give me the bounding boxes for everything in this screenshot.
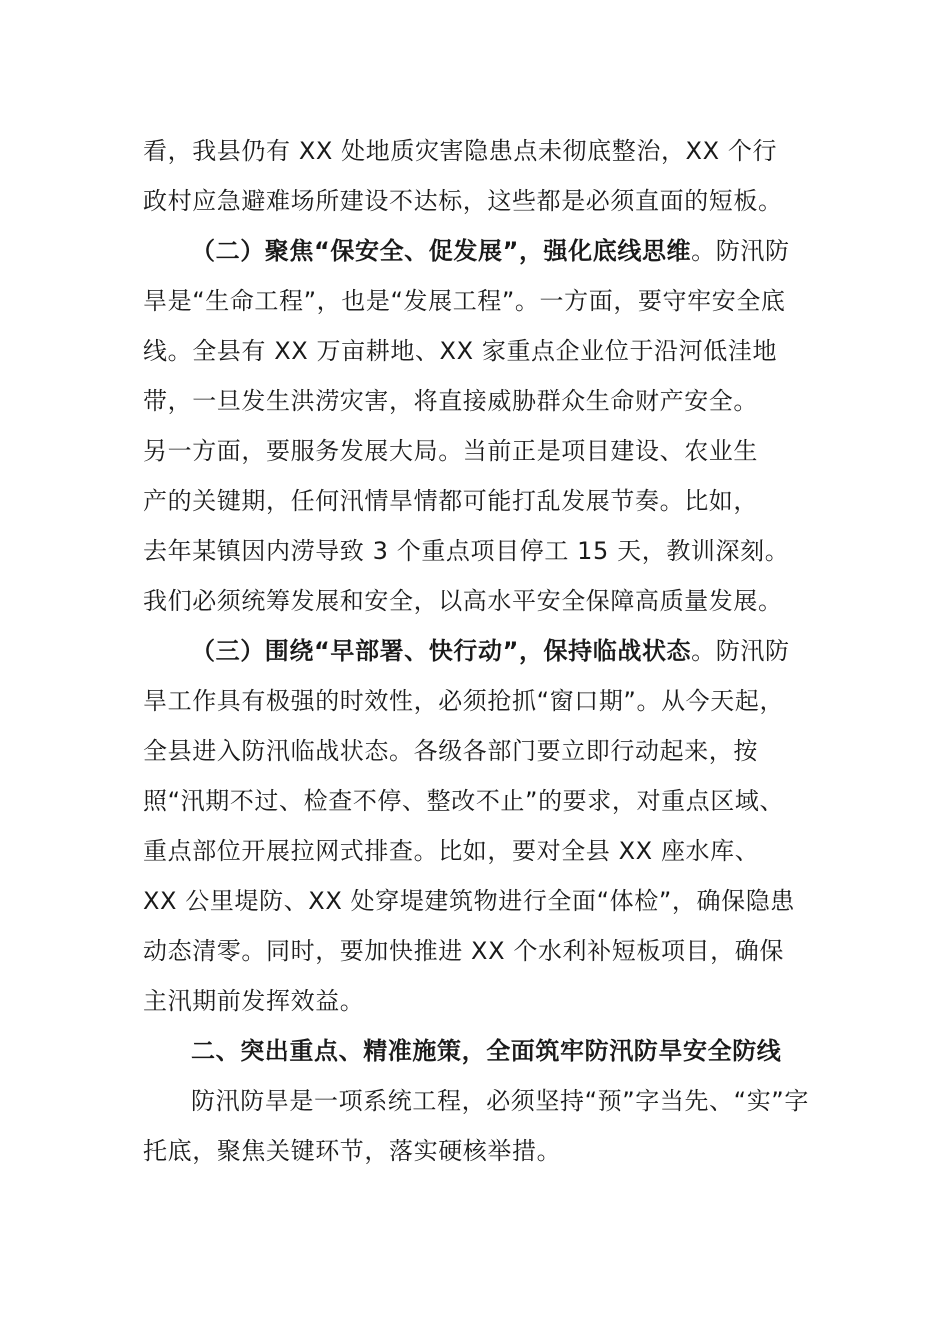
body-line: 产的关键期，任何汛情旱情都可能打乱发展节奏。比如， [143,487,758,515]
body-line: 另一方面，要服务发展大局。当前正是项目建设、农业生 [143,437,758,465]
document-body [143,126,813,1176]
body-line: 线。全县有 XX 万亩耕地、XX 家重点企业位于沿河低洼地 [143,337,778,365]
section-paragraph-start [143,226,813,276]
body-line: 主汛期前发挥效益。 [143,987,365,1015]
section-heading: （三）围绕“早部署、快行动”，保持临战状态 [191,637,692,665]
body-line: 托底，聚焦关键环节，落实硬核举措。 [143,1137,562,1165]
chapter-heading: 二、突出重点、精准施策，全面筑牢防汛防旱安全防线 [191,1037,782,1065]
body-line: XX 公里堤防、XX 处穿堤建筑物进行全面“体检”，确保隐患 [143,887,795,915]
body-line: 全县进入防汛临战状态。各级各部门要立即行动起来，按 [143,737,758,765]
body-text: 。防汛防 [691,637,790,665]
section-heading: （二）聚焦“保安全、促发展”，强化底线思维 [191,237,692,265]
body-line: 照“汛期不过、检查不停、整改不止”的要求，对重点区域、 [143,787,785,815]
body-text: 。防汛防 [691,237,790,265]
section-paragraph-start [143,626,813,676]
body-line: 带，一旦发生洪涝灾害，将直接威胁群众生命财产安全。 [143,387,758,415]
chapter-heading-line [143,1026,813,1076]
body-line: 去年某镇因内涝导致 3 个重点项目停工 15 天，教训深刻。 [143,537,790,565]
body-line: 旱是“生命工程”，也是“发展工程”。一方面，要守牢安全底 [143,287,786,315]
body-line: 防汛防旱是一项系统工程，必须坚持“预”字当先、“实”字 [191,1087,809,1115]
body-line: 政村应急避难场所建设不达标，这些都是必须直面的短板。 [143,187,783,215]
body-line: 我们必须统筹发展和安全，以高水平安全保障高质量发展。 [143,587,783,615]
body-line: 旱工作具有极强的时效性，必须抢抓“窗口期”。从今天起， [143,687,785,715]
body-line: 动态清零。同时，要加快推进 XX 个水利补短板项目，确保 [143,937,784,965]
body-line: 重点部位开展拉网式排查。比如，要对全县 XX 座水库、 [143,837,760,865]
body-line: 看，我县仍有 XX 处地质灾害隐患点未彻底整治，XX 个行 [143,137,778,165]
